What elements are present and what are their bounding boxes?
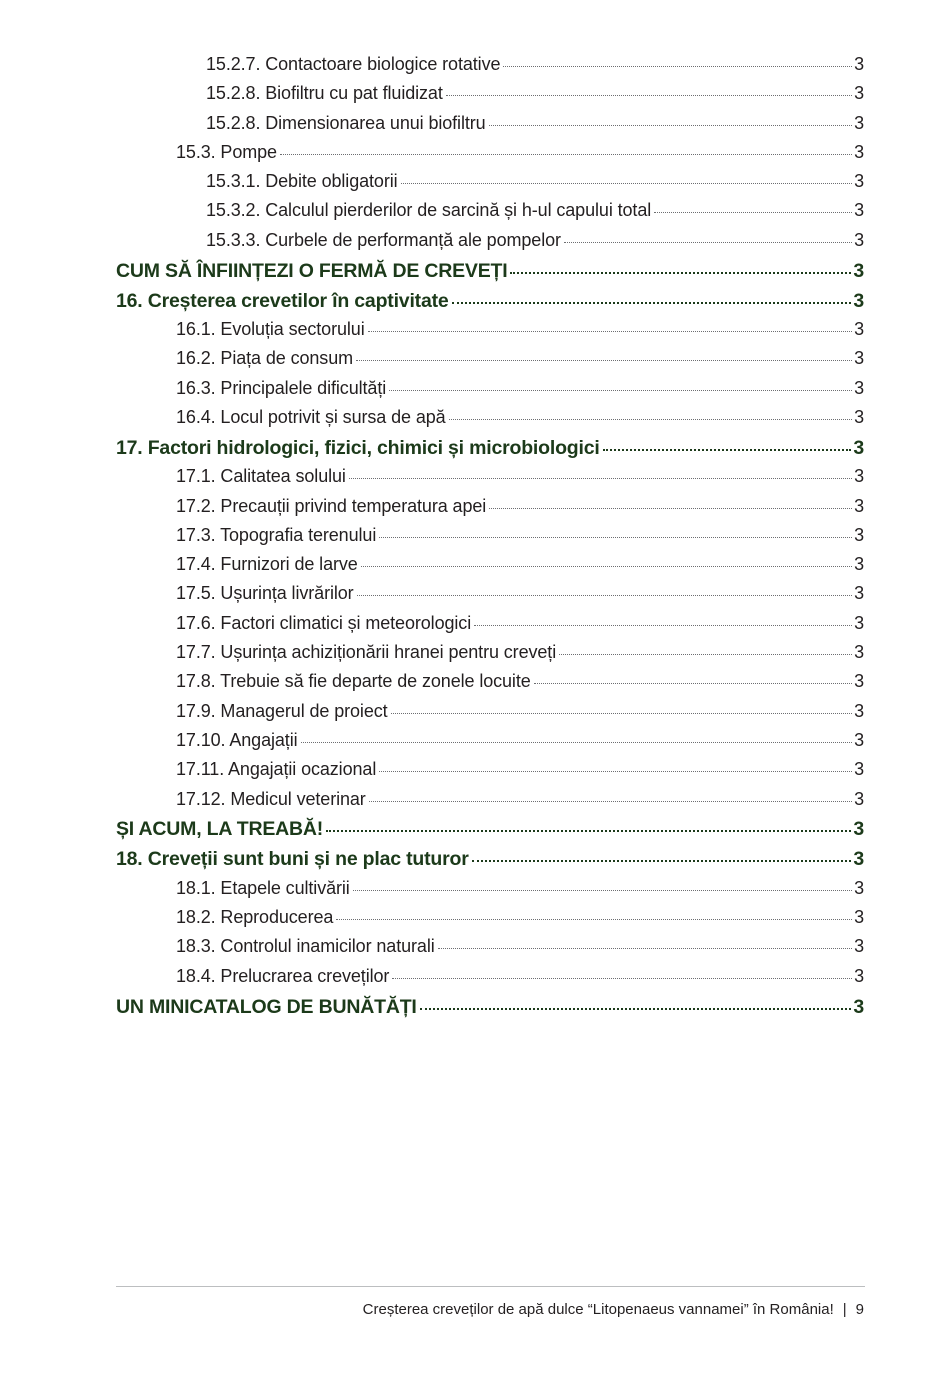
toc-dot-leader — [379, 757, 852, 775]
toc-entry-page: 3 — [854, 965, 864, 986]
footer-separator: | — [842, 1301, 847, 1318]
footer-divider — [116, 1286, 865, 1287]
toc-section[interactable] — [176, 611, 864, 640]
toc-dot-leader — [401, 169, 853, 187]
toc-section[interactable] — [176, 669, 864, 698]
toc-section[interactable] — [176, 376, 864, 405]
toc-entry-label: 15.3.3. Curbele de performanță ale pompelor — [206, 229, 561, 250]
toc-entry-page: 3 — [853, 995, 864, 1018]
toc-dot-leader — [474, 611, 852, 629]
footer-title: Creșterea creveților de apă dulce “Litopenaeus vannamei” în România! — [362, 1301, 834, 1318]
toc-entry-label: 17.12. Medicul veterinar — [176, 788, 366, 809]
table-of-contents — [0, 52, 950, 1023]
toc-entry-label: 17.1. Calitatea solului — [176, 466, 346, 487]
toc-entry-page: 3 — [854, 229, 864, 250]
toc-entry-page: 3 — [854, 377, 864, 398]
toc-entry-label: CUM SĂ ÎNFIINȚEZI O FERMĂ DE CREVEȚI — [116, 259, 508, 282]
toc-entry-label: 15.3.2. Calculul pierderilor de sarcină și h-ul capului total — [206, 200, 652, 221]
toc-entry-page: 3 — [854, 907, 864, 928]
toc-entry-page: 3 — [854, 406, 864, 427]
toc-entry-page: 3 — [854, 700, 864, 721]
toc-section[interactable] — [176, 581, 864, 610]
toc-entry-label: 16.4. Locul potrivit și sursa de apă — [176, 406, 446, 427]
toc-entry-page: 3 — [854, 671, 864, 692]
toc-section[interactable] — [176, 140, 864, 169]
toc-entry-label: 15.3. Pompe — [176, 141, 277, 162]
toc-entry-page: 3 — [853, 436, 864, 459]
toc-section[interactable] — [176, 876, 864, 905]
toc-subsection[interactable] — [206, 111, 864, 140]
toc-chapter[interactable] — [116, 434, 864, 464]
toc-entry-page: 3 — [854, 642, 864, 663]
toc-dot-leader — [420, 993, 852, 1013]
toc-dot-leader — [654, 198, 852, 216]
toc-dot-leader — [449, 405, 853, 423]
toc-entry-page: 3 — [854, 141, 864, 162]
toc-entry-label: 17.3. Topografia terenului — [176, 524, 377, 545]
toc-entry-page: 3 — [854, 877, 864, 898]
toc-dot-leader — [357, 581, 853, 599]
toc-dot-leader — [489, 494, 852, 512]
toc-dot-leader — [368, 317, 852, 335]
toc-entry-label: 17.8. Trebuie să fie departe de zonele locuite — [176, 671, 531, 692]
toc-entry-label: 17.2. Precauții privind temperatura apei — [176, 495, 487, 516]
toc-entry-page: 3 — [854, 83, 864, 104]
toc-section[interactable] — [176, 523, 864, 552]
toc-dot-leader — [336, 905, 852, 923]
toc-dot-leader — [326, 816, 851, 836]
toc-section[interactable] — [176, 699, 864, 728]
toc-entry-page: 3 — [854, 54, 864, 74]
toc-entry-page: 3 — [853, 818, 864, 841]
toc-entry-page: 3 — [854, 612, 864, 633]
toc-entry-label: 17.6. Factori climatici și meteorologici — [176, 612, 472, 633]
toc-dot-leader — [559, 640, 852, 658]
toc-entry-label: ȘI ACUM, LA TREABĂ! — [116, 818, 324, 841]
toc-entry-label: 15.2.7. Contactoare biologice rotative — [206, 54, 501, 74]
toc-dot-leader — [391, 699, 853, 717]
toc-entry-label: 17. Factori hidrologici, fizici, chimici și microbiologici — [116, 436, 600, 459]
toc-entry-label: 16.2. Piața de consum — [176, 348, 354, 369]
toc-entry-page: 3 — [854, 936, 864, 957]
toc-entry-page: 3 — [853, 259, 864, 282]
toc-entry-label: 15.3.1. Debite obligatorii — [206, 171, 398, 192]
toc-entry-label: 15.2.8. Dimensionarea unui biofiltru — [206, 112, 486, 133]
toc-entry-label: 18.2. Reproducerea — [176, 907, 334, 928]
toc-section[interactable] — [176, 346, 864, 375]
toc-dot-leader — [379, 523, 852, 541]
toc-entry-page: 3 — [854, 348, 864, 369]
toc-part-heading[interactable] — [116, 257, 864, 287]
toc-entry-label: 17.7. Ușurința achiziționării hranei pentru creveți — [176, 642, 557, 663]
toc-dot-leader — [349, 464, 852, 482]
toc-section[interactable] — [176, 552, 864, 581]
toc-section[interactable] — [176, 640, 864, 669]
page-number: 9 — [855, 1301, 864, 1318]
toc-subsection[interactable] — [206, 169, 864, 198]
toc-entry-label: 17.4. Furnizori de larve — [176, 554, 358, 575]
toc-dot-leader — [438, 934, 852, 952]
toc-part-heading[interactable] — [116, 993, 864, 1023]
toc-section[interactable] — [176, 934, 864, 963]
toc-dot-leader — [503, 52, 852, 70]
toc-section[interactable] — [176, 905, 864, 934]
toc-section[interactable] — [176, 494, 864, 523]
toc-entry-label: 16.3. Principalele dificultăți — [176, 377, 387, 398]
toc-dot-leader — [472, 846, 852, 866]
toc-entry-label: 16.1. Evoluția sectorului — [176, 319, 365, 340]
toc-entry-page: 3 — [854, 759, 864, 780]
toc-entry-page: 3 — [853, 289, 864, 312]
toc-entry-label: 18.1. Etapele cultivării — [176, 877, 350, 898]
toc-entry-page: 3 — [854, 495, 864, 516]
toc-entry-page: 3 — [854, 788, 864, 809]
toc-entry-page: 3 — [853, 848, 864, 871]
toc-dot-leader — [356, 346, 852, 364]
toc-entry-label: 17.11. Angajații ocazional — [176, 759, 377, 780]
toc-dot-leader — [603, 434, 852, 454]
toc-dot-leader — [280, 140, 852, 158]
toc-entry-page: 3 — [854, 319, 864, 340]
toc-entry-page: 3 — [854, 583, 864, 604]
toc-chapter[interactable] — [116, 287, 864, 317]
toc-subsection[interactable] — [206, 228, 864, 257]
toc-entry-label: 17.10. Angajații — [176, 729, 298, 750]
toc-dot-leader — [301, 728, 853, 746]
toc-entry-page: 3 — [854, 524, 864, 545]
toc-dot-leader — [392, 964, 852, 982]
page-footer — [363, 1301, 864, 1318]
toc-entry-page: 3 — [854, 171, 864, 192]
toc-entry-label: 16. Creșterea crevetilor în captivitate — [116, 289, 449, 312]
toc-entry-label: UN MINICATALOG DE BUNĂTĂȚI — [116, 995, 417, 1018]
toc-dot-leader — [534, 669, 852, 687]
toc-entry-label: 15.2.8. Biofiltru cu pat fluidizat — [206, 83, 443, 104]
toc-entry-label: 18.3. Controlul inamicilor naturali — [176, 936, 435, 957]
toc-entry-page: 3 — [854, 466, 864, 487]
toc-entry-label: 17.5. Ușurința livrărilor — [176, 583, 354, 604]
toc-entry-label: 18.4. Prelucrarea creveților — [176, 965, 390, 986]
toc-subsection[interactable] — [206, 52, 864, 81]
toc-entry-label: 18. Creveții sunt buni și ne plac tuturor — [116, 848, 469, 871]
toc-subsection[interactable] — [206, 198, 864, 227]
toc-entry-page: 3 — [854, 554, 864, 575]
toc-chapter[interactable] — [116, 846, 864, 876]
toc-dot-leader — [489, 111, 853, 129]
toc-part-heading[interactable] — [116, 816, 864, 846]
toc-entry-page: 3 — [854, 112, 864, 133]
toc-section[interactable] — [176, 728, 864, 757]
toc-dot-leader — [564, 228, 852, 246]
toc-dot-leader — [361, 552, 852, 570]
toc-section[interactable] — [176, 787, 864, 816]
toc-dot-leader — [369, 787, 852, 805]
toc-section[interactable] — [176, 464, 864, 493]
toc-dot-leader — [446, 81, 852, 99]
toc-dot-leader — [353, 876, 852, 894]
toc-dot-leader — [452, 287, 852, 307]
toc-section[interactable] — [176, 405, 864, 434]
toc-section[interactable] — [176, 757, 864, 786]
toc-section[interactable] — [176, 964, 864, 993]
toc-entry-page: 3 — [854, 729, 864, 750]
toc-dot-leader — [389, 376, 852, 394]
toc-section[interactable] — [176, 317, 864, 346]
toc-entry-page: 3 — [854, 200, 864, 221]
toc-entry-label: 17.9. Managerul de proiect — [176, 700, 388, 721]
toc-dot-leader — [510, 257, 851, 277]
toc-subsection[interactable] — [206, 81, 864, 110]
